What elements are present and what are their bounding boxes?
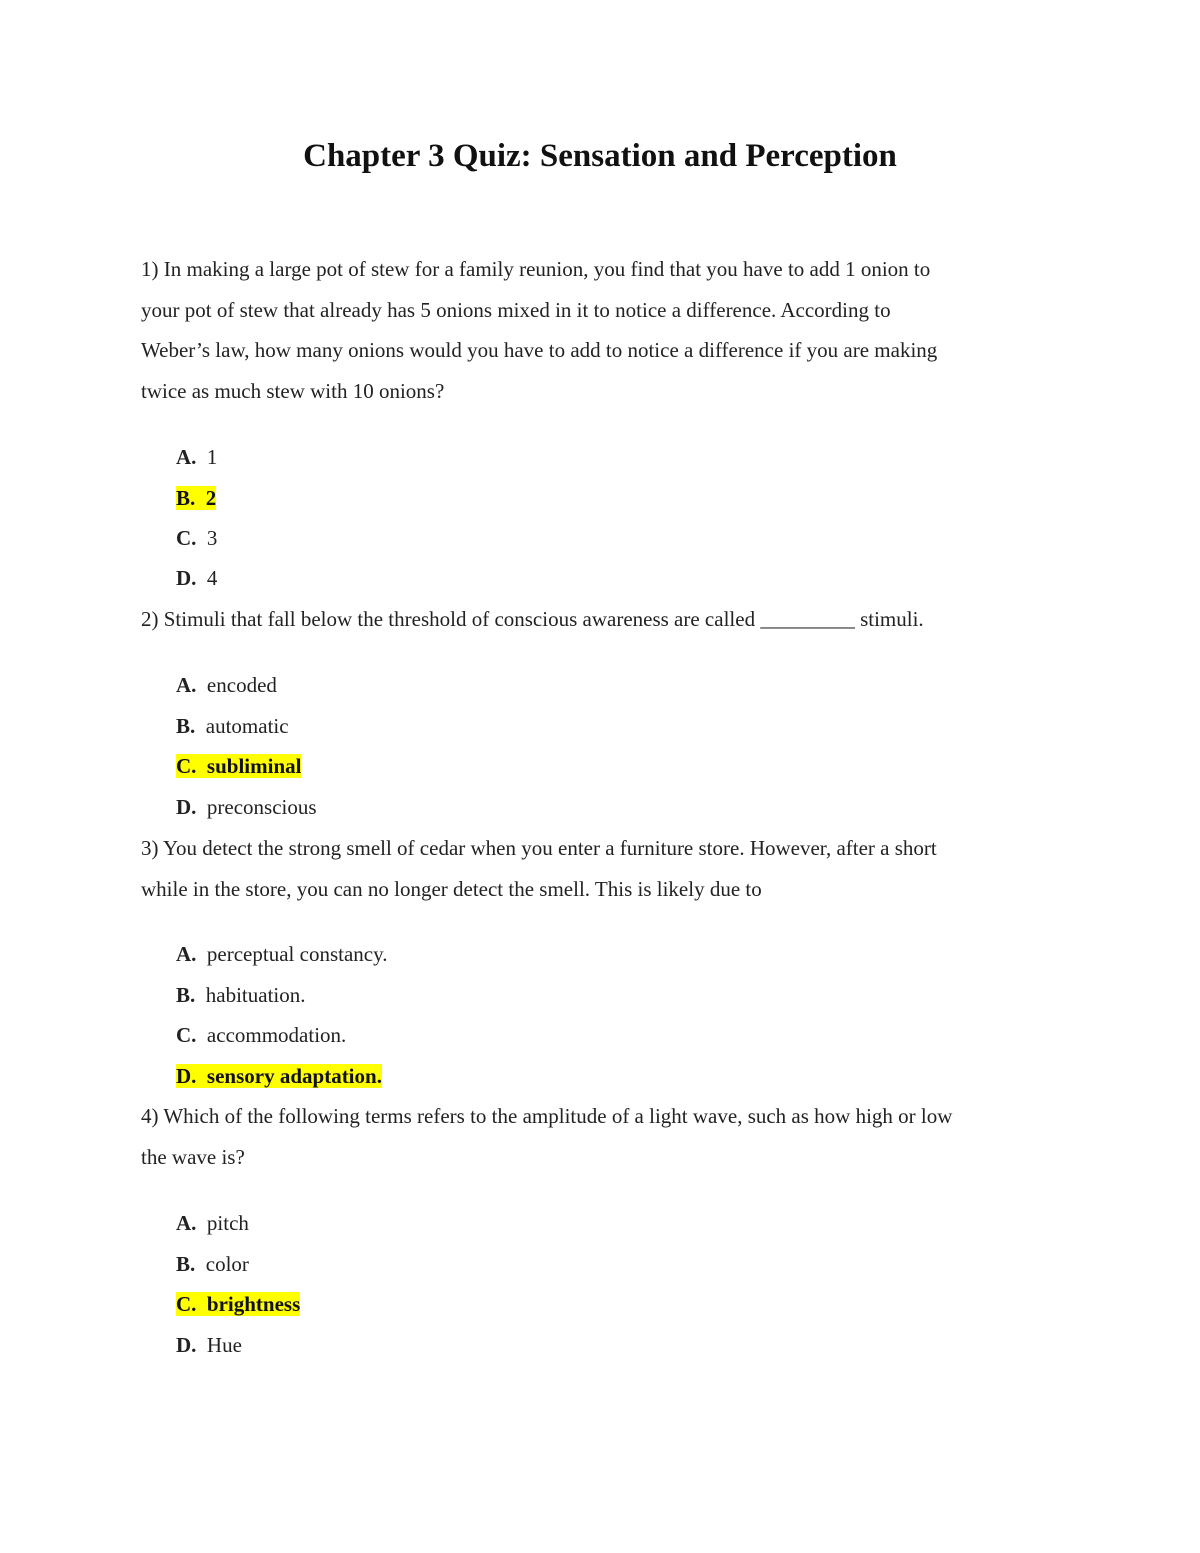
option-text: color bbox=[205, 1252, 249, 1276]
question-4 bbox=[141, 1096, 952, 1177]
question-text-line: Weber’s law, how many onions would you have to add to notice a difference if you are making bbox=[141, 338, 938, 362]
question-text-line: your pot of stew that already has 5 onions mixed in it to notice a difference. According to bbox=[141, 297, 891, 322]
option-text: 3 bbox=[206, 526, 218, 550]
answer-option bbox=[176, 712, 289, 740]
option-letter: D. bbox=[176, 1064, 197, 1088]
question-text-line: the wave is? bbox=[141, 1144, 245, 1169]
option-text: sensory adaptation. bbox=[206, 1064, 382, 1088]
option-text: 4 bbox=[206, 566, 218, 590]
option-letter: A. bbox=[176, 673, 197, 697]
answer-option-correct bbox=[176, 484, 216, 512]
answer-option bbox=[176, 671, 277, 699]
option-text: automatic bbox=[205, 714, 289, 738]
option-text: accommodation. bbox=[206, 1023, 347, 1047]
option-letter: A. bbox=[176, 445, 197, 469]
answer-option-correct bbox=[176, 1062, 382, 1090]
option-letter: B. bbox=[176, 1252, 196, 1276]
question-text-line: 2) Stimuli that fall below the threshold of conscious awareness are called _________ stimuli. bbox=[141, 607, 924, 631]
answer-option bbox=[176, 564, 217, 592]
answer-option bbox=[176, 1250, 249, 1278]
question-text-line: 1) In making a large pot of stew for a family reunion, you find that you have to add 1 onion to bbox=[141, 257, 931, 281]
option-letter: A. bbox=[176, 1211, 197, 1235]
option-text: perceptual constancy. bbox=[206, 942, 388, 966]
option-letter: B. bbox=[176, 714, 196, 738]
question-1 bbox=[141, 249, 937, 411]
answer-option bbox=[176, 1331, 242, 1359]
answer-option bbox=[176, 1021, 346, 1049]
option-text: preconscious bbox=[206, 795, 317, 819]
option-letter: B. bbox=[176, 983, 196, 1007]
answer-option bbox=[176, 940, 387, 968]
question-text-line: 3) You detect the strong smell of cedar when you enter a furniture store. However, after a short bbox=[141, 836, 937, 860]
option-letter: A. bbox=[176, 942, 197, 966]
option-letter: C. bbox=[176, 1292, 197, 1316]
option-letter: C. bbox=[176, 754, 197, 778]
option-text: habituation. bbox=[205, 983, 306, 1007]
option-text: 2 bbox=[205, 486, 217, 510]
answer-option-correct bbox=[176, 752, 301, 780]
option-text: brightness bbox=[206, 1292, 301, 1316]
page-title: Chapter 3 Quiz: Sensation and Perception bbox=[303, 138, 897, 174]
question-text-line: 4) Which of the following terms refers to the amplitude of a light wave, such as how high or low bbox=[141, 1104, 953, 1128]
answer-option bbox=[176, 1209, 249, 1237]
answer-option bbox=[176, 793, 317, 821]
option-letter: B. bbox=[176, 486, 196, 510]
option-letter: C. bbox=[176, 1023, 197, 1047]
option-text: encoded bbox=[206, 673, 277, 697]
question-text-line: while in the store, you can no longer detect the smell. This is likely due to bbox=[141, 876, 762, 901]
answer-option bbox=[176, 981, 306, 1009]
option-letter: D. bbox=[176, 795, 197, 819]
answer-option-correct bbox=[176, 1290, 300, 1318]
option-letter: C. bbox=[176, 526, 197, 550]
question-2 bbox=[141, 599, 924, 640]
option-letter: D. bbox=[176, 1333, 197, 1357]
question-3 bbox=[141, 828, 937, 909]
question-text-line: twice as much stew with 10 onions? bbox=[141, 378, 445, 403]
option-text: Hue bbox=[206, 1333, 242, 1357]
answer-option bbox=[176, 524, 217, 552]
option-letter: D. bbox=[176, 566, 197, 590]
option-text: pitch bbox=[206, 1211, 249, 1235]
option-text: subliminal bbox=[206, 754, 302, 778]
answer-option bbox=[176, 443, 217, 471]
option-text: 1 bbox=[206, 445, 218, 469]
